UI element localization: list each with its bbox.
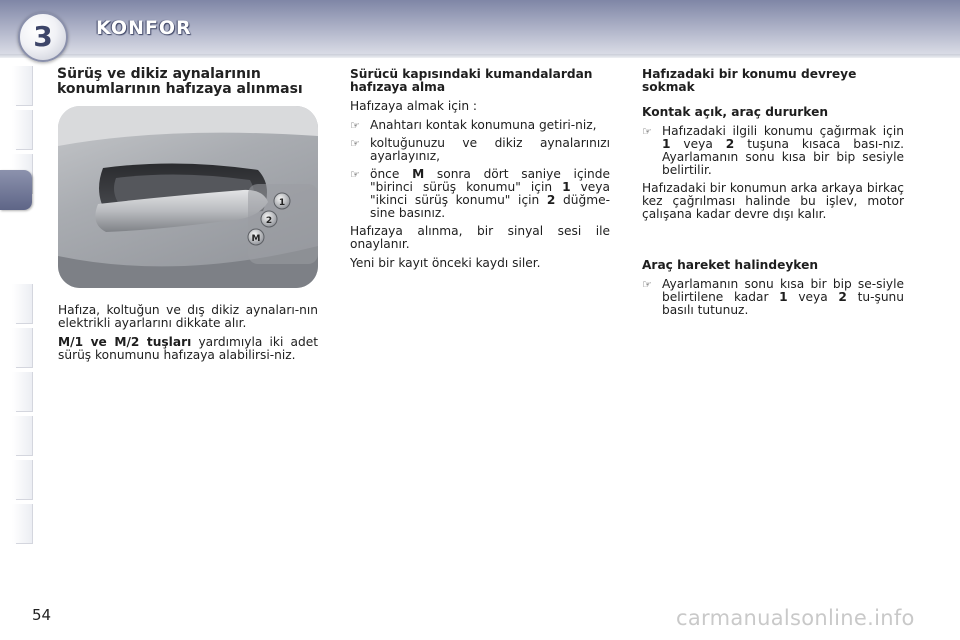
page-number: 54 bbox=[32, 606, 52, 624]
store-step-2: ☞ koltuğunuzu ve dikiz aynalarınızı ayarlayınız, bbox=[350, 136, 610, 163]
memory-button-m-label: M bbox=[251, 234, 261, 244]
repeat-recall-text: Hafızadaki bir konumun arka arkaya birkaç kez çağrılması halinde bu işlev, motor çalışana kadar devre dışı kalır. bbox=[642, 181, 904, 221]
memory-button-1 bbox=[274, 193, 290, 209]
chapter-tab[interactable] bbox=[12, 372, 33, 412]
chapter-tab[interactable] bbox=[12, 284, 33, 324]
store-step-1: ☞ Anahtarı kontak konumuna getiri-niz, bbox=[350, 118, 597, 132]
memory-buttons-text: M/1 ve M/2 tuşları yardımıyla iki adet sürüş konumunu hafızaya alabilirsi-niz. bbox=[58, 335, 319, 362]
confirmation-text: Hafızaya alınma, bir sinyal sesi ile onaylanır. bbox=[350, 224, 610, 251]
pointing-hand-icon: ☞ bbox=[350, 168, 360, 181]
chapter-tab[interactable] bbox=[12, 504, 33, 544]
driving-heading: Araç hareket halindeyken bbox=[642, 258, 819, 272]
chapter-tab[interactable] bbox=[12, 460, 33, 500]
memory-button-m bbox=[248, 229, 264, 245]
watermark: carmanualsonline.info bbox=[676, 606, 915, 630]
chapter-title: KONFOR bbox=[96, 17, 192, 39]
column-1 bbox=[58, 304, 318, 368]
store-step-3: ☞ önce M sonra dört saniye içinde "birinci sürüş konumu" için 1 veya "ikinci sürüş konumu" için 2 düğme-sine basınız. bbox=[350, 167, 610, 220]
door-memory-buttons-image bbox=[58, 106, 318, 288]
stationary-heading: Kontak açık, araç dururken bbox=[642, 105, 829, 119]
pointing-hand-icon: ☞ bbox=[642, 278, 652, 291]
recall-memory-heading: Hafızadaki bir konumu devreye sokmak bbox=[642, 67, 857, 94]
store-intro-text: Hafızaya almak için : bbox=[350, 99, 478, 113]
header-divider bbox=[0, 54, 960, 58]
chapter-tab[interactable] bbox=[12, 416, 33, 456]
pointing-hand-icon: ☞ bbox=[350, 119, 360, 132]
chapter-tab[interactable] bbox=[12, 66, 33, 106]
section-title: Sürüş ve dikiz aynalarının konumlarının hafızaya alınması bbox=[57, 66, 303, 97]
chapter-number-badge: 3 bbox=[18, 12, 68, 62]
recall-step-driving: ☞ Ayarlamanın sonu kısa bir bip se-siyle belirtilene kadar 1 veya 2 tu-şunu basılı tutunuz. bbox=[642, 277, 904, 317]
chapter-tab-strip bbox=[0, 66, 36, 576]
memory-button-2-label: 2 bbox=[265, 216, 273, 226]
overwrite-text: Yeni bir kayıt önceki kaydı siler. bbox=[350, 256, 541, 270]
memory-button-2 bbox=[261, 211, 277, 227]
chapter-tab[interactable] bbox=[12, 110, 33, 150]
chapter-tab[interactable] bbox=[12, 328, 33, 368]
recall-step-stationary: ☞ Hafızadaki ilgili konumu çağırmak için 1 veya 2 tuşuna kısaca bası-nız. Ayarlamanın sonu kısa bir bip sesiyle belirtilir. bbox=[642, 124, 904, 177]
memory-button-1-label: 1 bbox=[278, 198, 286, 208]
pointing-hand-icon: ☞ bbox=[642, 125, 652, 138]
memory-description-text: Hafıza, koltuğun ve dış dikiz aynaları-nın elektrikli ayarlarını dikkate alır. bbox=[58, 303, 318, 330]
store-memory-heading: Sürücü kapısındaki kumandalardan hafızaya alma bbox=[350, 67, 593, 94]
column-3 bbox=[642, 68, 904, 322]
pointing-hand-icon: ☞ bbox=[350, 137, 360, 150]
column-2 bbox=[350, 68, 610, 276]
active-chapter-tab[interactable] bbox=[0, 170, 32, 210]
